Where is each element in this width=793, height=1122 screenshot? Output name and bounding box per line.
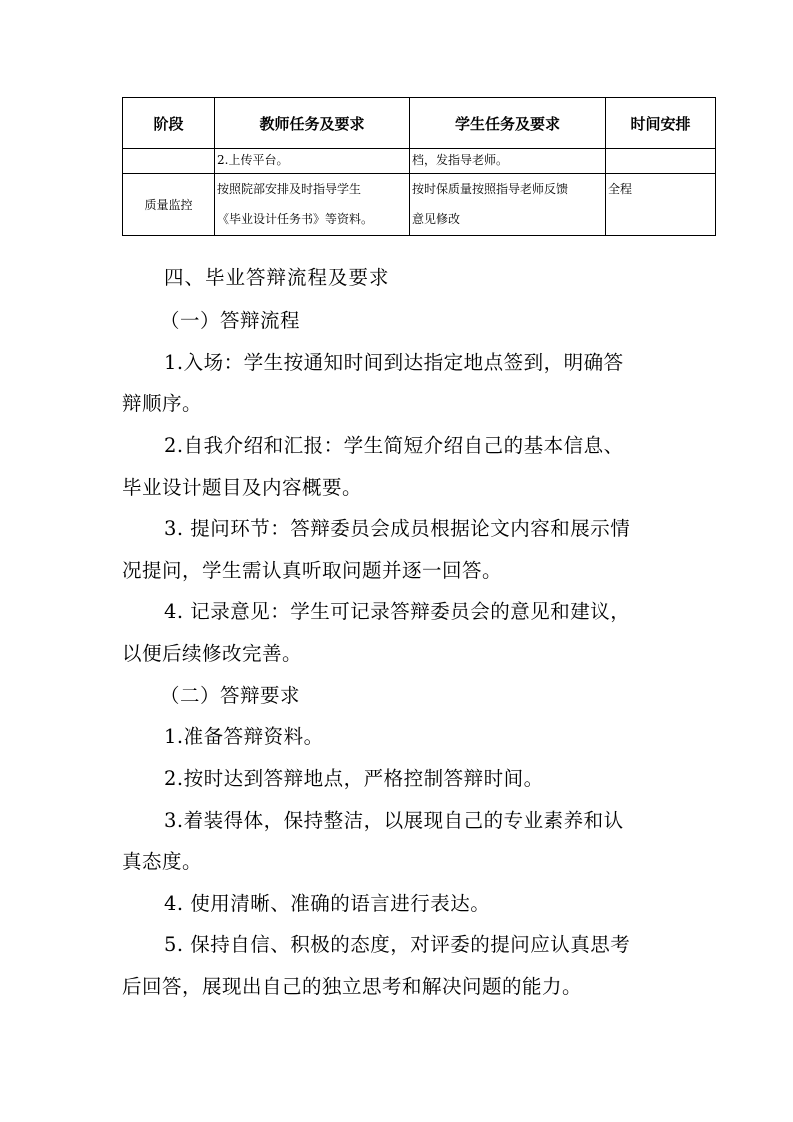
- cell-student: 按时保质量按照指导老师反馈 意见修改: [410, 174, 606, 236]
- paragraph-line: 1.准备答辩资料。: [164, 725, 324, 748]
- header-teacher-tasks: 教师任务及要求: [215, 98, 410, 149]
- header-time: 时间安排: [606, 98, 716, 149]
- paragraph-line: 况提问，学生需认真听取问题并逐一回答。: [122, 559, 503, 582]
- task-schedule-table: [122, 97, 716, 236]
- paragraph-line: 以便后续修改完善。: [122, 642, 303, 665]
- table-row: [123, 174, 716, 236]
- paragraph-line: 3. 提问环节：答辩委员会成员根据论文内容和展示情: [164, 517, 631, 540]
- table-header-row: [123, 98, 716, 149]
- header-stage: 阶段: [123, 98, 215, 149]
- paragraph-line: 毕业设计题目及内容概要。: [122, 476, 363, 499]
- header-student-tasks: 学生任务及要求: [410, 98, 606, 149]
- paragraph-line: 5. 保持自信、积极的态度，对评委的提问应认真思考: [164, 933, 631, 956]
- cell-teacher: 2.上传平台。: [215, 149, 410, 174]
- paragraph-line: 1.入场：学生按通知时间到达指定地点签到，明确答: [164, 351, 624, 374]
- section-heading: 四、毕业答辩流程及要求: [164, 266, 390, 289]
- cell-time: [606, 149, 716, 174]
- cell-time: 全程: [606, 174, 716, 236]
- paragraph-line: 2.自我介绍和汇报：学生简短介绍自己的基本信息、: [164, 434, 624, 457]
- part2-title: （二）答辩要求: [160, 684, 301, 707]
- paragraph-line: 2.按时达到答辩地点，严格控制答辩时间。: [164, 767, 544, 790]
- cell-teacher: 按照院部安排及时指导学生 《毕业设计任务书》等资料。: [215, 174, 410, 236]
- cell-student: 档，发指导老师。: [410, 149, 606, 174]
- cell-stage: 质量监控: [123, 174, 215, 236]
- part1-title: （一）答辩流程: [160, 309, 301, 332]
- paragraph-line: 3.着装得体，保持整洁，以展现自己的专业素养和认: [164, 809, 624, 832]
- paragraph-line: 后回答，展现出自己的独立思考和解决问题的能力。: [122, 975, 583, 998]
- paragraph-line: 4. 使用清晰、准确的语言进行表达。: [164, 892, 491, 915]
- paragraph-line: 真态度。: [122, 850, 203, 873]
- cell-stage: [123, 149, 215, 174]
- table-row: [123, 149, 716, 174]
- paragraph-line: 辩顺序。: [122, 392, 203, 415]
- paragraph-line: 4. 记录意见：学生可记录答辩委员会的意见和建议，: [164, 600, 631, 623]
